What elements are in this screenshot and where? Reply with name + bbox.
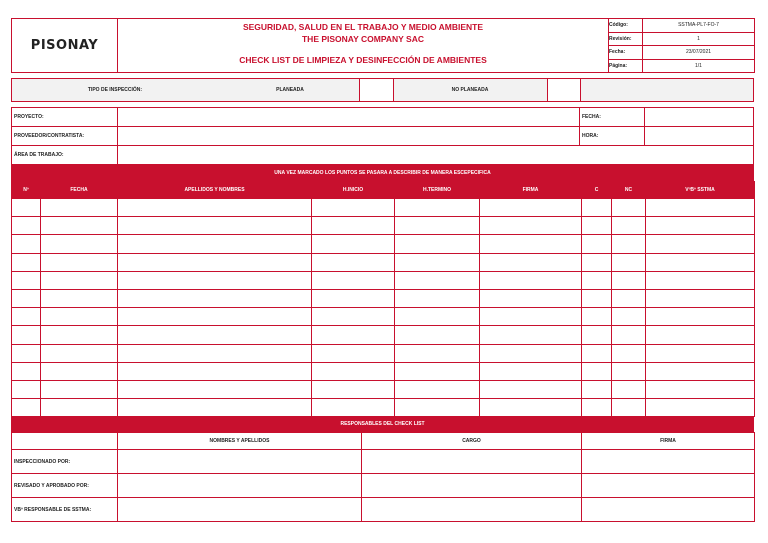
- table-cell[interactable]: [480, 344, 582, 362]
- table-cell[interactable]: [395, 235, 480, 253]
- table-cell[interactable]: [612, 399, 646, 417]
- proyecto-label: PROYECTO:: [11, 107, 118, 127]
- table-cell[interactable]: [582, 289, 612, 307]
- table-header-row: [12, 182, 755, 199]
- table-cell[interactable]: [646, 308, 755, 326]
- table-cell[interactable]: [118, 253, 312, 271]
- table-cell[interactable]: [582, 362, 612, 380]
- table-cell[interactable]: [41, 235, 118, 253]
- meta-row: [609, 59, 755, 73]
- col-header-nombres: APELLIDOS Y NOMBRES: [118, 182, 312, 199]
- table-cell[interactable]: [41, 289, 118, 307]
- revisado-label: REVISADO Y APROBADO POR:: [12, 474, 118, 498]
- proyecto-field[interactable]: [117, 107, 580, 127]
- meta-label: Revisión:: [609, 32, 643, 46]
- header-cargo: CARGO: [362, 433, 582, 450]
- col-header-firma: FIRMA: [480, 182, 582, 199]
- table-cell[interactable]: [646, 380, 755, 398]
- table-cell[interactable]: [312, 326, 395, 344]
- table-cell[interactable]: [480, 326, 582, 344]
- table-cell[interactable]: [646, 344, 755, 362]
- responsable-row: [12, 474, 755, 498]
- table-cell[interactable]: [41, 344, 118, 362]
- meta-value: 1: [643, 32, 755, 46]
- responsable-row: [12, 450, 755, 474]
- option-no-planeada-label: NO PLANEADA: [451, 87, 489, 93]
- table-cell[interactable]: [480, 362, 582, 380]
- table-cell[interactable]: [480, 217, 582, 235]
- table-cell[interactable]: [582, 253, 612, 271]
- table-cell[interactable]: [480, 235, 582, 253]
- inspeccionado-label: INSPECCIONADO POR:: [12, 450, 118, 474]
- table-cell[interactable]: [312, 289, 395, 307]
- table-cell[interactable]: [480, 199, 582, 217]
- table-cell[interactable]: [312, 308, 395, 326]
- table-cell[interactable]: [12, 235, 41, 253]
- table-row: [12, 344, 755, 362]
- table-cell[interactable]: [118, 199, 312, 217]
- table-cell[interactable]: [12, 289, 41, 307]
- table-cell[interactable]: [12, 253, 41, 271]
- table-cell[interactable]: [395, 253, 480, 271]
- title-line-2: THE PISONAY COMPANY SAC: [301, 34, 425, 44]
- firma-cell[interactable]: [582, 474, 755, 498]
- table-cell[interactable]: [395, 399, 480, 417]
- empty-cell: [12, 433, 118, 450]
- table-cell[interactable]: [582, 199, 612, 217]
- table-row: [12, 289, 755, 307]
- table-cell[interactable]: [612, 380, 646, 398]
- table-cell[interactable]: [582, 308, 612, 326]
- table-cell[interactable]: [480, 308, 582, 326]
- table-cell[interactable]: [612, 326, 646, 344]
- table-cell[interactable]: [41, 399, 118, 417]
- table-cell[interactable]: [646, 217, 755, 235]
- hora-field[interactable]: [644, 126, 754, 146]
- table-cell[interactable]: [646, 289, 755, 307]
- table-cell[interactable]: [312, 199, 395, 217]
- cargo-cell[interactable]: [362, 474, 582, 498]
- table-cell[interactable]: [582, 344, 612, 362]
- col-header-nc: NC: [612, 182, 646, 199]
- table-row: [12, 362, 755, 380]
- cargo-cell[interactable]: [362, 498, 582, 522]
- table-cell[interactable]: [612, 217, 646, 235]
- table-cell[interactable]: [480, 271, 582, 289]
- inspection-type-label: TIPO DE INSPECCIÓN:: [87, 87, 143, 93]
- table-cell[interactable]: [312, 235, 395, 253]
- cargo-cell[interactable]: [362, 450, 582, 474]
- table-row: [12, 326, 755, 344]
- table-cell[interactable]: [118, 271, 312, 289]
- table-cell[interactable]: [41, 253, 118, 271]
- table-cell[interactable]: [395, 380, 480, 398]
- vobo-responsable-label: VBº RESPONSABLE DE SSTMA:: [12, 498, 118, 522]
- table-cell[interactable]: [312, 271, 395, 289]
- table-cell[interactable]: [612, 308, 646, 326]
- option-planeada-label: PLANEADA: [276, 87, 304, 93]
- col-header-inicio: H.INICIO: [312, 182, 395, 199]
- meta-row: [609, 19, 755, 33]
- hora-label: HORA:: [579, 126, 645, 146]
- table-cell[interactable]: [118, 217, 312, 235]
- nombre-cell[interactable]: [118, 498, 362, 522]
- table-row: [12, 308, 755, 326]
- meta-label: Código:: [609, 19, 643, 33]
- table-cell[interactable]: [646, 253, 755, 271]
- col-header-vobo: VºBº SSTMA: [646, 182, 755, 199]
- table-cell[interactable]: [646, 235, 755, 253]
- table-cell[interactable]: [12, 217, 41, 235]
- company-logo: PISONAY: [30, 38, 99, 53]
- table-cell[interactable]: [12, 271, 41, 289]
- table-cell[interactable]: [118, 380, 312, 398]
- area-label: ÁREA DE TRABAJO:: [11, 145, 118, 165]
- area-field[interactable]: [117, 145, 754, 165]
- header-firma: FIRMA: [582, 433, 755, 450]
- table-cell[interactable]: [480, 380, 582, 398]
- table-cell[interactable]: [582, 271, 612, 289]
- table-cell[interactable]: [480, 399, 582, 417]
- table-cell[interactable]: [118, 235, 312, 253]
- table-cell[interactable]: [612, 344, 646, 362]
- table-cell[interactable]: [582, 217, 612, 235]
- table-cell[interactable]: [612, 362, 646, 380]
- table-cell[interactable]: [480, 289, 582, 307]
- table-cell[interactable]: [12, 380, 41, 398]
- table-row: [12, 217, 755, 235]
- nombre-cell[interactable]: [118, 450, 362, 474]
- table-cell[interactable]: [12, 199, 41, 217]
- table-cell[interactable]: [118, 308, 312, 326]
- table-cell[interactable]: [41, 326, 118, 344]
- col-header-num: Nº: [12, 182, 41, 199]
- table-cell[interactable]: [646, 326, 755, 344]
- table-row: [12, 253, 755, 271]
- table-cell[interactable]: [12, 362, 41, 380]
- table-cell[interactable]: [612, 235, 646, 253]
- col-header-termino: H.TERMINO: [395, 182, 480, 199]
- table-cell[interactable]: [646, 399, 755, 417]
- table-cell[interactable]: [41, 199, 118, 217]
- responsables-table: [11, 432, 755, 522]
- table-row: [12, 235, 755, 253]
- no-planeada-checkbox[interactable]: [547, 78, 581, 102]
- proveedor-field[interactable]: [117, 126, 580, 146]
- table-cell[interactable]: [118, 362, 312, 380]
- table-cell[interactable]: [12, 399, 41, 417]
- table-cell[interactable]: [395, 199, 480, 217]
- table-cell[interactable]: [312, 362, 395, 380]
- table-cell[interactable]: [312, 380, 395, 398]
- meta-value: 1/1: [643, 59, 755, 73]
- table-cell[interactable]: [118, 326, 312, 344]
- table-cell[interactable]: [395, 344, 480, 362]
- table-cell[interactable]: [312, 399, 395, 417]
- table-cell[interactable]: [12, 344, 41, 362]
- table-cell[interactable]: [480, 253, 582, 271]
- logo-cell: [11, 18, 118, 73]
- table-row: [12, 380, 755, 398]
- meta-label: Fecha:: [609, 46, 643, 60]
- table-cell[interactable]: [582, 326, 612, 344]
- table-cell[interactable]: [395, 362, 480, 380]
- table-cell[interactable]: [612, 199, 646, 217]
- table-cell[interactable]: [312, 344, 395, 362]
- table-row: [12, 271, 755, 289]
- table-cell[interactable]: [41, 362, 118, 380]
- table-cell[interactable]: [41, 308, 118, 326]
- table-cell[interactable]: [612, 253, 646, 271]
- table-cell[interactable]: [395, 289, 480, 307]
- checklist-table: [11, 181, 755, 417]
- table-cell[interactable]: [646, 271, 755, 289]
- table-cell[interactable]: [118, 289, 312, 307]
- planeada-checkbox[interactable]: [359, 78, 394, 102]
- table-cell[interactable]: [41, 271, 118, 289]
- firma-cell[interactable]: [582, 450, 755, 474]
- table-cell[interactable]: [582, 380, 612, 398]
- table-cell[interactable]: [41, 217, 118, 235]
- table-cell[interactable]: [646, 362, 755, 380]
- table-cell[interactable]: [582, 399, 612, 417]
- table-cell[interactable]: [12, 308, 41, 326]
- table-row: [12, 399, 755, 417]
- meta-label: Página:: [609, 59, 643, 73]
- meta-row: [609, 46, 755, 60]
- responsable-row: [12, 498, 755, 522]
- table-cell[interactable]: [612, 289, 646, 307]
- table-cell[interactable]: [395, 271, 480, 289]
- title-line-1: SEGURIDAD, SALUD EN EL TRABAJO Y MEDIO AMBIENTE: [242, 22, 484, 32]
- title-line-3: CHECK LIST DE LIMPIEZA Y DESINFECCIÓN DE AMBIENTES: [239, 55, 487, 65]
- meta-value: 23/07/2021: [643, 46, 755, 60]
- table-cell[interactable]: [612, 271, 646, 289]
- table-row: [12, 199, 755, 217]
- col-header-c: C: [582, 182, 612, 199]
- table-cell[interactable]: [41, 380, 118, 398]
- table-cell[interactable]: [582, 235, 612, 253]
- table-cell[interactable]: [12, 326, 41, 344]
- header-nombres: NOMBRES Y APELLIDOS: [118, 433, 362, 450]
- table-cell[interactable]: [395, 308, 480, 326]
- nombre-cell[interactable]: [118, 474, 362, 498]
- instructions-banner: UNA VEZ MARCADO LOS PUNTOS SE PASARA A DESCRIBIR DE MANERA ESCEPECIFICA: [11, 165, 754, 181]
- responsables-header-row: [12, 433, 755, 450]
- table-cell[interactable]: [646, 199, 755, 217]
- meta-row: [609, 32, 755, 46]
- meta-value: SSTMA-PL7-FO-7: [643, 19, 755, 33]
- table-cell[interactable]: [118, 399, 312, 417]
- firma-cell[interactable]: [582, 498, 755, 522]
- title-cell: [117, 18, 609, 73]
- fecha-field[interactable]: [644, 107, 754, 127]
- table-cell[interactable]: [395, 326, 480, 344]
- responsables-banner: RESPONSABLES DEL CHECK LIST: [11, 416, 754, 432]
- table-cell[interactable]: [312, 253, 395, 271]
- fecha-label: FECHA:: [579, 107, 645, 127]
- table-cell[interactable]: [395, 217, 480, 235]
- table-cell[interactable]: [312, 217, 395, 235]
- document-meta: [608, 18, 755, 73]
- proveedor-label: PROVEEDOR/CONTRATISTA:: [11, 126, 118, 146]
- table-cell[interactable]: [118, 344, 312, 362]
- col-header-fecha: FECHA: [41, 182, 118, 199]
